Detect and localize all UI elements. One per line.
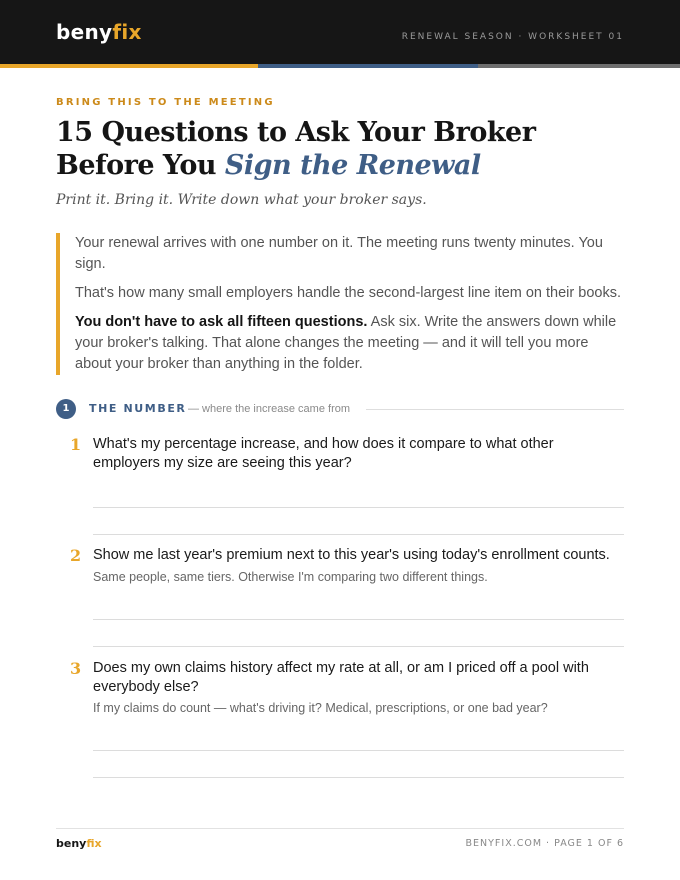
section-title: THE NUMBER xyxy=(89,402,187,415)
question-hint: Same people, same tiers. Otherwise I'm comparing two different things. xyxy=(93,570,488,584)
answer-line[interactable] xyxy=(93,507,624,508)
kicker-label: BRING THIS TO THE MEETING xyxy=(56,97,275,108)
intro-paragraph-3 xyxy=(75,312,624,375)
question-text: Show me last year's premium next to this year's using today's enrollment counts. xyxy=(93,547,610,563)
footer-brand-logo xyxy=(56,837,102,850)
footer-brand-main: beny xyxy=(56,837,87,850)
title-line-1: 15 Questions to Ask Your Broker xyxy=(56,117,536,148)
intro-paragraph-3-bold: You don't have to ask all fifteen questions. xyxy=(75,314,368,330)
question-number: 1 xyxy=(70,435,82,454)
answer-line[interactable] xyxy=(93,534,624,535)
question-number: 2 xyxy=(70,546,82,565)
footer-brand-accent: fix xyxy=(86,837,102,850)
top-header-bar xyxy=(0,0,680,64)
footer-page-info: BENYFIX.COM · PAGE 1 OF 6 xyxy=(465,838,624,849)
title-line-2-emphasis: Sign the Renewal xyxy=(224,150,481,181)
answer-line[interactable] xyxy=(93,619,624,620)
header-stripe-blue xyxy=(258,64,478,68)
section-header xyxy=(56,399,624,419)
intro-paragraph-2: That's how many small employers handle the second-largest line item on their books. xyxy=(75,285,621,301)
answer-line[interactable] xyxy=(93,646,624,647)
header-stripe-gold xyxy=(0,64,258,68)
brand-logo-accent: fix xyxy=(112,20,142,44)
page-title xyxy=(56,116,636,182)
section-number-badge: 1 xyxy=(56,399,76,419)
section-divider xyxy=(366,409,624,410)
question-hint: If my claims do count — what's driving it? Medical, prescriptions, or one bad year? xyxy=(93,701,548,715)
question-number: 3 xyxy=(70,659,82,678)
footer-divider xyxy=(56,828,624,829)
intro-paragraph-1: Your renewal arrives with one number on it. The meeting runs twenty minutes. You sign. xyxy=(75,235,603,272)
page-subtitle: Print it. Bring it. Write down what your broker says. xyxy=(56,192,427,208)
header-stripe-gray xyxy=(478,64,680,68)
section-subtitle: — where the increase came from xyxy=(188,403,351,415)
question-text: Does my own claims history affect my rate at all, or am I priced off a pool with everybody else? xyxy=(93,660,589,695)
worksheet-label: RENEWAL SEASON · WORKSHEET 01 xyxy=(401,32,624,42)
intro-callout xyxy=(56,233,624,375)
title-line-2-plain: Before You xyxy=(56,150,225,181)
brand-logo xyxy=(56,20,142,44)
brand-logo-main: beny xyxy=(56,20,113,44)
answer-line[interactable] xyxy=(93,750,624,751)
answer-line[interactable] xyxy=(93,777,624,778)
question-text: What's my percentage increase, and how does it compare to what other employers my size are seeing this year? xyxy=(93,436,554,471)
intro-paragraph-3-rest: Ask six. Write the answers down while your broker's talking. That alone changes the meeting — and it will tell you more about your broker than anything in the folder. xyxy=(75,314,617,372)
